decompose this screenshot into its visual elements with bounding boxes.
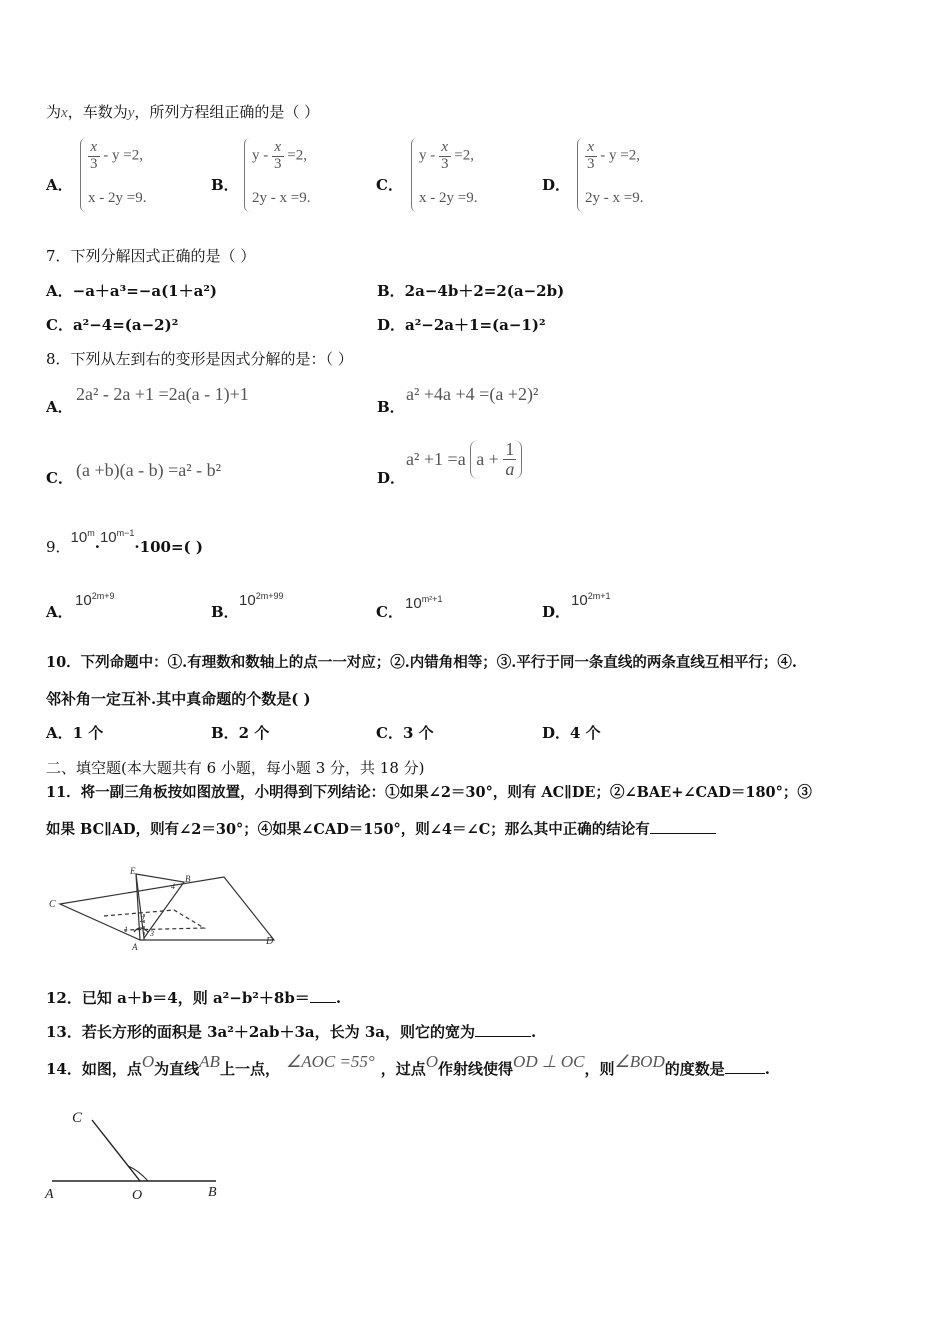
q8-option-d[interactable]: a² +1 =a a + $\frac{1}{a}$ [406,440,522,479]
q8-option-d-label[interactable]: D． [377,469,406,487]
label-3: 3 [150,929,154,938]
q12: 12．已知 a＋b＝4，则 a²−b²＋8b＝ . [46,989,342,1007]
q8-option-a[interactable]: 2a² - 2a +1 =2a(a - 1)+1 [76,384,249,404]
option-label: C． [376,176,403,194]
option-label: B． [211,176,239,194]
option-value: $10^{2m+1}$ [571,591,611,609]
option-value: $10^{2m+99}$ [239,591,284,609]
label-a: A [45,1187,54,1202]
intro-line [46,101,319,122]
label-b: B [208,1185,217,1200]
q10-option-c[interactable]: C．3 个 [376,724,434,742]
option-value: $10^{2m+9}$ [75,591,115,609]
label-a: A [132,942,138,952]
q7-option-c[interactable]: C．a²−4=(a−2)² [46,316,179,334]
q14-figure [40,1100,240,1205]
answer-blank[interactable] [310,1002,336,1003]
label-b: B [185,874,191,884]
q10-line1: 10．下列命题中：①.有理数和数轴上的点一一对应；②.内错角相等；③.平行于同一条直线的两条直线互相平行；④. [46,654,797,671]
option-value: $10^{m^2+1}$ [405,594,443,612]
answer-blank[interactable] [475,1036,531,1037]
q10-line2: 邻补角一定互补.其中真命题的个数是( ) [46,690,311,708]
q8-option-b-label[interactable]: B． [377,398,405,416]
q10-option-a[interactable]: A．1 个 [46,724,104,742]
eq-row1: $\frac{x}{3}$ - y =2, [587,139,640,172]
var-y: y [127,105,135,121]
q10-option-d[interactable]: D．4 个 [542,724,601,742]
eq-row1: y - $\frac{x}{3}$ =2, [252,139,307,172]
answer-blank[interactable] [725,1073,765,1074]
eq-row2: 2y - x =9. [585,190,644,206]
option-label: D． [542,603,571,621]
q11-figure [44,862,284,954]
q7-option-d[interactable]: D．a²−2a＋1=(a−1)² [377,316,546,334]
label-c: C [72,1110,83,1126]
intro-prefix: 为 [46,103,62,121]
q7-stem: 7．下列分解因式正确的是（ ） [46,247,256,265]
answer-blank[interactable] [650,833,716,834]
q11-line1: 11．将一副三角板按如图放置，小明得到下列结论：①如果∠2＝30°，则有 AC∥DE；②∠BAE+∠CAD＝180°；③ [46,784,812,801]
section-heading: 二、填空题(本大题共有 6 小题，每小题 3 分，共 18 分) [46,759,425,777]
label-c: C [49,899,56,910]
label-d: D [266,936,274,947]
eq-row1: $\frac{x}{3}$ - y =2, [90,139,143,172]
q7-option-a[interactable]: A．−a＋a³=−a(1＋a²) [46,282,217,300]
q8-option-c-label[interactable]: C． [46,469,73,487]
label-4: 4 [171,882,175,891]
q8-option-a-label[interactable]: A． [46,398,73,416]
option-label: A． [46,176,73,194]
eq-row2: x - 2y =9. [419,190,478,206]
q10-option-b[interactable]: B．2 个 [211,724,270,742]
q11-line2: 如果 BC∥AD，则有∠2＝30°；④如果∠CAD＝150°，则∠4＝∠C；那么其中正确的结论有 [46,818,716,839]
label-e: E [130,866,136,876]
option-label: B． [211,603,239,621]
q7-option-b[interactable]: B．2a−4b＋2=2(a−2b) [377,282,565,300]
option-label: C． [376,603,403,621]
eq-row2: 2y - x =9. [252,190,311,206]
option-label: A． [46,603,73,621]
eq-row2: x - 2y =9. [88,190,147,206]
var-x: x [61,105,68,121]
q8-option-c[interactable]: (a +b)(a - b) =a² - b² [76,460,222,480]
eq-row1: y - $\frac{x}{3}$ =2, [419,139,474,172]
q8-option-b[interactable]: a² +4a +4 =(a +2)² [406,384,539,404]
label-1: 1 [124,925,128,934]
label-o: O [132,1188,143,1203]
q13: 13．若长方形的面积是 3a²＋2ab＋3a，长为 3a，则它的宽为 . [46,1023,537,1041]
intro-mid: ，车数为 [67,103,128,121]
q8-stem: 8．下列从左到右的变形是因式分解的是：（ ） [46,350,353,368]
q9-stem: 9．$10^m\cdot 10^{m-1}\cdot 100=$( ) [46,528,203,556]
label-2: 2 [140,915,144,924]
intro-suffix: ，所列方程组正确的是（ ） [134,103,320,121]
q14: 14．如图，点O为直线AB上一点， ∠AOC =55° ，过点O作射线使得OD ⊥ OC，则∠BOD的度数是 . [46,1052,770,1078]
option-label: D． [542,176,571,194]
